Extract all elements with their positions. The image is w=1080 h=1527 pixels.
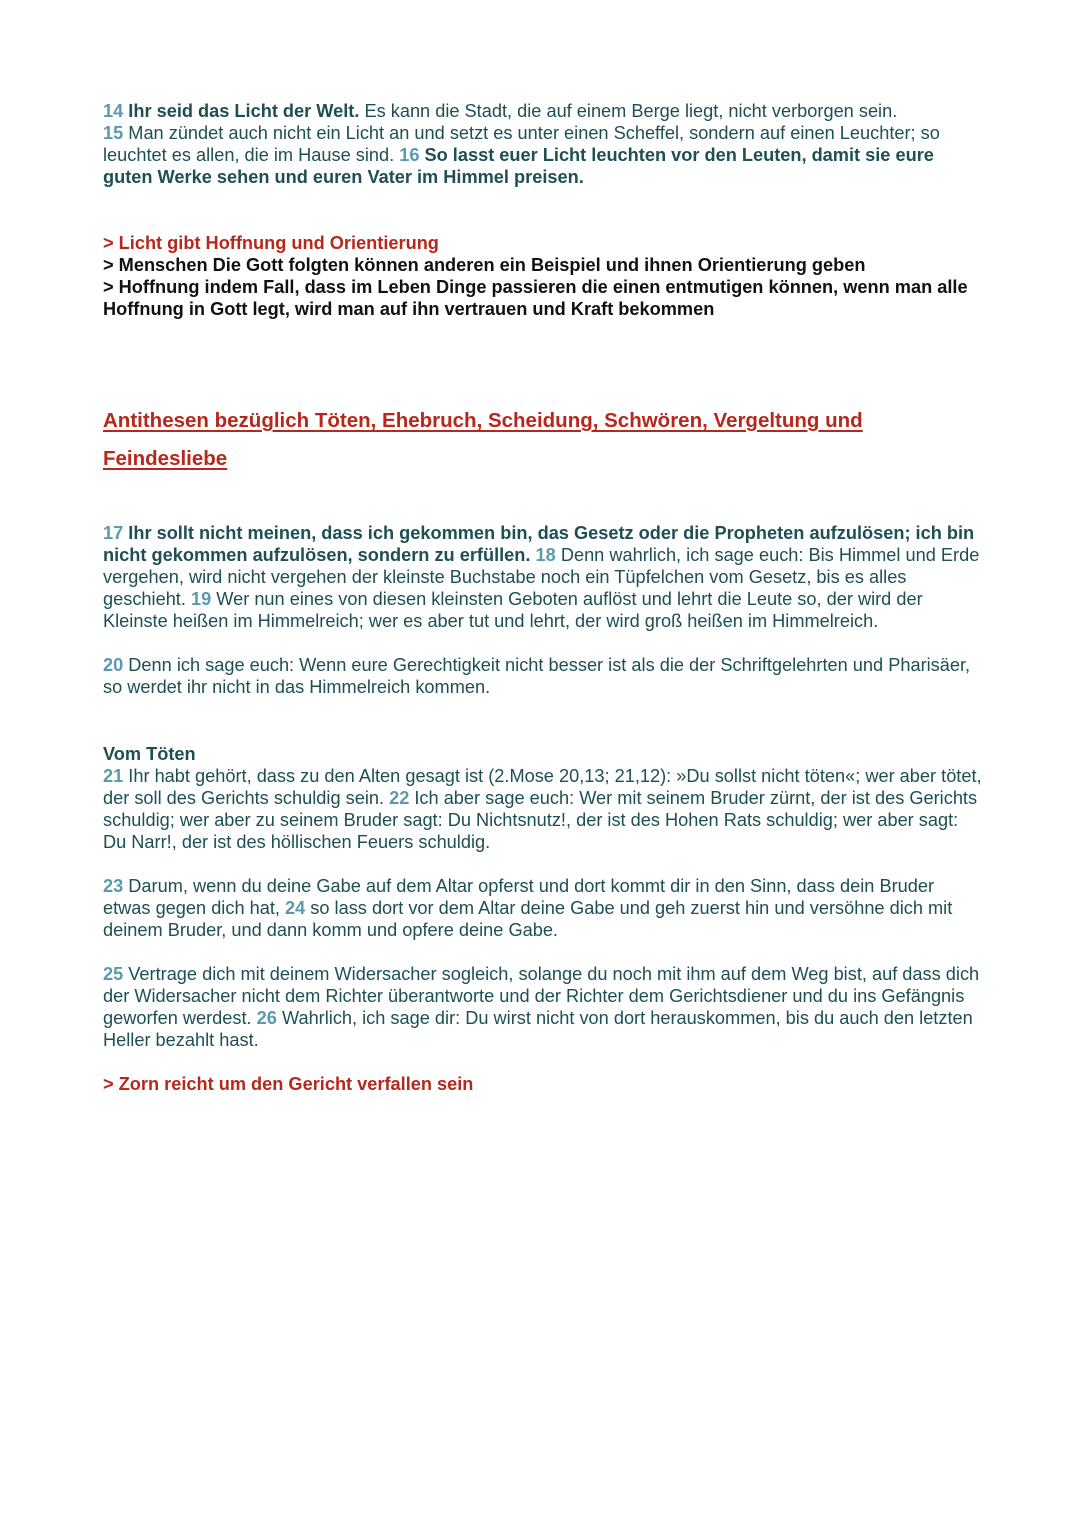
verses-17-19 — [103, 522, 983, 632]
verse-number-15: 15 — [103, 123, 124, 143]
verse-number-21: 21 — [103, 766, 124, 786]
verse-16-bold: So lasst euer Licht leuchten vor den Leuten, damit sie eure guten Werke sehen und euren Vater im Himmel preisen. — [103, 145, 934, 187]
verse-number-17: 17 — [103, 523, 124, 543]
verse-number-24: 24 — [285, 898, 306, 918]
verse-26-text: Wahrlich, ich sage dir: Du wirst nicht von dort herauskommen, bis du auch den letzten Heller bezahlt hast. — [103, 1008, 973, 1050]
note-menschen-beispiel: > Menschen Die Gott folgten können anderen ein Beispiel und ihnen Orientierung geben — [103, 255, 866, 275]
verse-24-text: so lass dort vor dem Altar deine Gabe und geh zuerst hin und versöhne dich mit deinem Bruder, und dann komm und opfere deine Gabe. — [103, 898, 953, 940]
verse-18-text: Denn wahrlich, ich sage euch: Bis Himmel und Erde vergehen, wird nicht vergehen der kleinste Buchstabe noch ein Tüpfelchen vom Gesetz, bis es alles geschieht. — [103, 545, 980, 609]
verses-21-22 — [103, 765, 983, 853]
verse-number-26: 26 — [256, 1008, 277, 1028]
heading-line-2: Feindesliebe — [103, 447, 228, 470]
verse-number-22: 22 — [389, 788, 410, 808]
document-page — [103, 100, 983, 1095]
verse-number-16: 16 — [399, 145, 420, 165]
verse-14-text: Es kann die Stadt, die auf einem Berge liegt, nicht verborgen sein. — [359, 101, 898, 121]
verse-23-text: Darum, wenn du deine Gabe auf dem Altar opferst und dort kommt dir in den Sinn, dass dein Bruder etwas gegen dich hat, — [103, 876, 935, 918]
verse-21-text: Ihr habt gehört, dass zu den Alten gesagt ist (2.Mose 20,13; 21,12): »Du sollst nicht töten«; wer aber tötet, der soll des Gerichts schuldig sein. — [103, 766, 982, 808]
verse-19-text: Wer nun eines von diesen kleinsten Geboten auflöst und lehrt die Leute so, der wird der Kleinste heißen im Himmelreich; wer es aber tut und lehrt, der wird groß heißen im Himmelreich. — [103, 589, 923, 631]
verse-17-bold: Ihr sollt nicht meinen, dass ich gekommen bin, das Gesetz oder die Propheten aufzulösen; ich bin nicht gekommen aufzulösen, sondern zu erfüllen. — [103, 523, 975, 565]
section-heading-antithesen — [103, 402, 983, 478]
verse-20 — [103, 654, 983, 698]
verse-number-20: 20 — [103, 655, 124, 675]
verse-number-25: 25 — [103, 964, 124, 984]
verse-number-14: 14 — [103, 101, 124, 121]
heading-line-1: Antithesen bezüglich Töten, Ehebruch, Scheidung, Schwören, Vergeltung und — [103, 409, 863, 432]
verses-23-24 — [103, 875, 983, 941]
note-hoffnung-gott: > Hoffnung indem Fall, dass im Leben Dinge passieren die einen entmutigen können, wenn man alle Hoffnung in Gott legt, wird man auf ihn vertrauen und Kraft bekommen — [103, 277, 968, 319]
verse-20-text: Denn ich sage euch: Wenn eure Gerechtigkeit nicht besser ist als die der Schriftgelehrten und Pharisäer, so werdet ihr nicht in das Himmelreich kommen. — [103, 655, 971, 697]
verse-25-text: Vertrage dich mit deinem Widersacher sogleich, solange du noch mit ihm auf dem Weg bist, auf dass dich der Widersacher nicht dem Richter überantworte und der Richter dem Gerichtsdiener und du ins Gefängnis geworfen werdest. — [103, 964, 980, 1028]
verse-15-text: Man zündet auch nicht ein Licht an und setzt es unter einen Scheffel, sondern auf einen Leuchter; so leuchtet es allen, die im Hause sind. — [103, 123, 940, 165]
note-licht-hoffnung: > Licht gibt Hoffnung und Orientierung — [103, 233, 439, 253]
verse-22-text: Ich aber sage euch: Wer mit seinem Bruder zürnt, der ist des Gerichts schuldig; wer aber zu seinem Bruder sagt: Du Nichtsnutz!, der ist des Hohen Rats schuldig; wer aber sagt: Du Narr!, der ist des höllischen Feuers schuldig. — [103, 788, 978, 852]
note-zorn-gericht: > Zorn reicht um den Gericht verfallen sein — [103, 1074, 474, 1094]
verse-number-23: 23 — [103, 876, 124, 896]
subheading-vom-toeten: Vom Töten — [103, 744, 196, 764]
verses-25-26 — [103, 963, 983, 1051]
verse-number-18: 18 — [530, 545, 556, 565]
verse-number-19: 19 — [190, 589, 212, 609]
verses-14-16 — [103, 100, 983, 188]
verse-14-bold: Ihr seid das Licht der Welt. — [128, 101, 360, 121]
